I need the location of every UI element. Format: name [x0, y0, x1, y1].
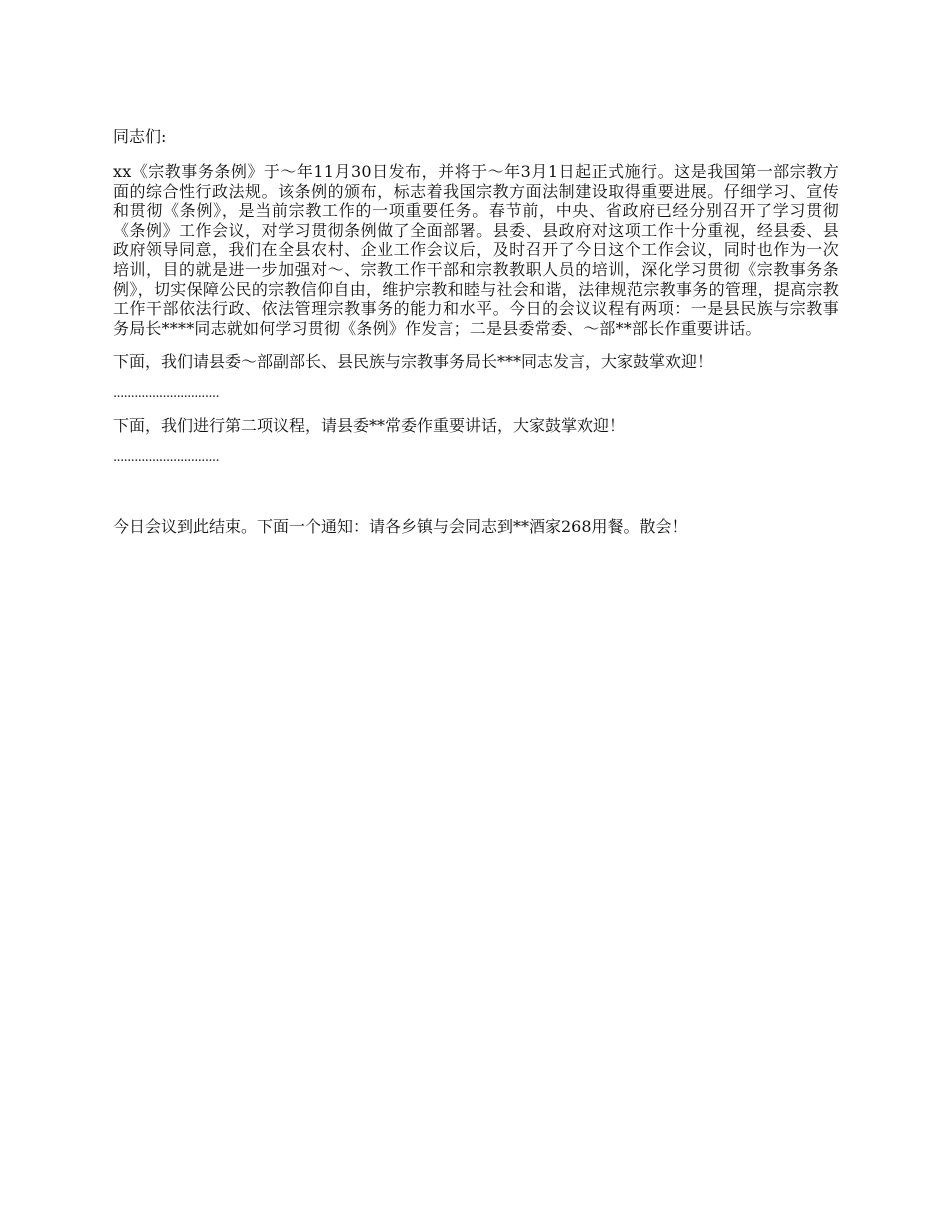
intro-paragraph: xx《宗教事务条例》于～年11月30日发布，并将于～年3月1日起正式施行。这是我国第一部宗教方面的综合性行政法规。该条例的颁布，标志着我国宗教方面法制建设取得重要进展。仔细学习、宣传和贯彻《条例》，是当前宗教工作的一项重要任务。春节前，中央、省政府已经分别召开了学习贯彻《条例》工作会议，对学习贯彻条例做了全面部署。县委、县政府对这项工作十分重视，经县委、县政府领导同意，我们在全县农村、企业工作会议后，及时召开了今日这个工作会议，同时也作为一次培训，目的就是进一步加强对～、宗教工作干部和宗教教职人员的培训，深化学习贯彻《宗教事务条例》，切实保障公民的宗教信仰自由，维护宗教和睦与社会和谐，法律规范宗教事务的管理，提高宗教工作干部依法行政、依法管理宗教事务的能力和水平。今日的会议议程有两项：一是县民族与宗教事务局长****同志就如何学习贯彻《条例》作发言；二是县委常委、～部**部长作重要讲话。	[113, 162, 839, 338]
closing-notice: 今日会议到此结束。下面一个通知：请各乡镇与会同志到**酒家268用餐。散会！	[113, 517, 688, 537]
ellipsis-separator-1: ..............................	[113, 386, 219, 402]
agenda-item-2: 下面，我们进行第二项议程，请县委**常委作重要讲话，大家鼓掌欢迎！	[113, 416, 626, 436]
ellipsis-separator-2: ..............................	[113, 450, 219, 466]
document-body	[113, 126, 839, 538]
agenda-item-1: 下面，我们请县委～部副部长、县民族与宗教事务局长***同志发言，大家鼓掌欢迎！	[113, 352, 714, 372]
greeting: 同志们:	[113, 127, 167, 146]
